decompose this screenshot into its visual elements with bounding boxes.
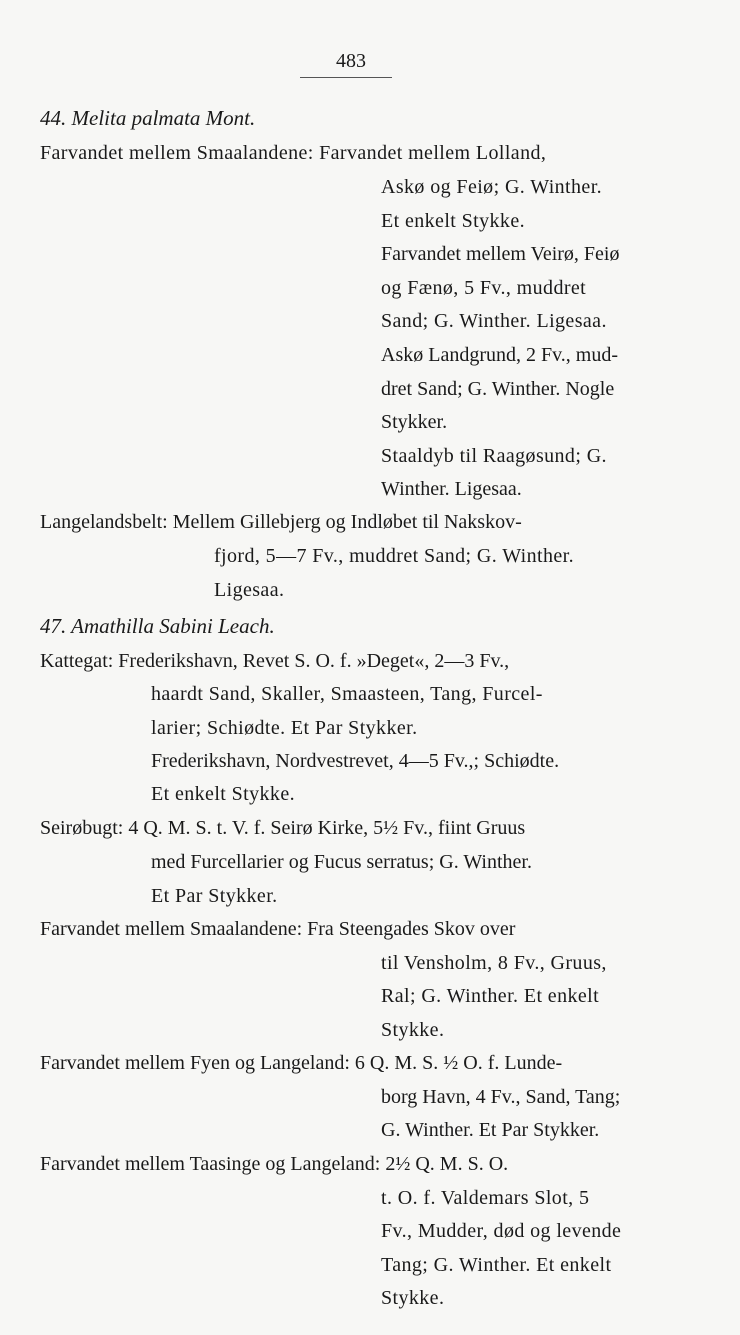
- text-line: haardt Sand, Skaller, Smaasteen, Tang, Furcel-: [151, 683, 543, 705]
- text-line: Ral; G. Winther. Et enkelt: [381, 985, 600, 1007]
- page-number-rule: [300, 77, 392, 78]
- text-line: larier; Schiødte. Et Par Stykker.: [151, 717, 418, 739]
- text-line: Askø og Feiø; G. Winther.: [381, 176, 603, 198]
- text-line: t. O. f. Valdemars Slot, 5: [381, 1187, 590, 1209]
- text-line: Stykke.: [381, 1019, 445, 1041]
- text-line: Staaldyb til Raagøsund; G.: [381, 445, 607, 467]
- text-line: Tang; G. Winther. Et enkelt: [381, 1254, 612, 1276]
- text-line: med Furcellarier og Fucus serratus; G. Winther.: [151, 851, 532, 873]
- text-line: til Vensholm, 8 Fv., Gruus,: [381, 952, 607, 974]
- text-line: Askø Landgrund, 2 Fv., mud-: [381, 344, 619, 366]
- text-line: Ligesaa.: [214, 579, 285, 601]
- text-line: fjord, 5—7 Fv., muddret Sand; G. Winther.: [214, 545, 575, 567]
- text-line: Seirøbugt: 4 Q. M. S. t. V. f. Seirø Kirke, 5½ Fv., fiint Gruus: [40, 817, 526, 839]
- text-line: Frederikshavn, Nordvestrevet, 4—5 Fv.,; Schiødte.: [151, 750, 560, 772]
- text-line: Et enkelt Stykke.: [151, 783, 295, 805]
- text-line: Langelandsbelt: Mellem Gillebjerg og Indløbet til Nakskov-: [40, 511, 522, 533]
- text-line: Farvandet mellem Smaalandene: Fra Steengades Skov over: [40, 918, 516, 940]
- text-line: Farvandet mellem Veirø, Feiø: [381, 243, 620, 265]
- page-number: 483: [336, 50, 366, 72]
- text-line: Stykker.: [381, 411, 448, 433]
- text-line: dret Sand; G. Winther. Nogle: [381, 378, 615, 400]
- text-line: Et Par Stykker.: [151, 885, 278, 907]
- section-heading-47: 47. Amathilla Sabini Leach.: [40, 614, 275, 638]
- text-line: Farvandet mellem Fyen og Langeland: 6 Q. M. S. ½ O. f. Lunde-: [40, 1052, 563, 1074]
- text-line: Kattegat: Frederikshavn, Revet S. O. f. »Deget«, 2—3 Fv.,: [40, 650, 510, 672]
- section-heading-44: 44. Melita palmata Mont.: [40, 106, 256, 130]
- text-line: Et enkelt Stykke.: [381, 210, 525, 232]
- text-line: Fv., Mudder, død og levende: [381, 1220, 622, 1242]
- text-line: borg Havn, 4 Fv., Sand, Tang;: [381, 1086, 621, 1108]
- text-line: Winther. Ligesaa.: [381, 478, 522, 500]
- text-line: G. Winther. Et Par Stykker.: [381, 1119, 600, 1141]
- text-line: Sand; G. Winther. Ligesaa.: [381, 310, 607, 332]
- text-line: og Fænø, 5 Fv., muddret: [381, 277, 587, 299]
- text-line: Farvandet mellem Taasinge og Langeland: 2½ Q. M. S. O.: [40, 1153, 509, 1175]
- text-line: Farvandet mellem Smaalandene: Farvandet mellem Lolland,: [40, 142, 547, 164]
- text-line: Stykke.: [381, 1287, 445, 1309]
